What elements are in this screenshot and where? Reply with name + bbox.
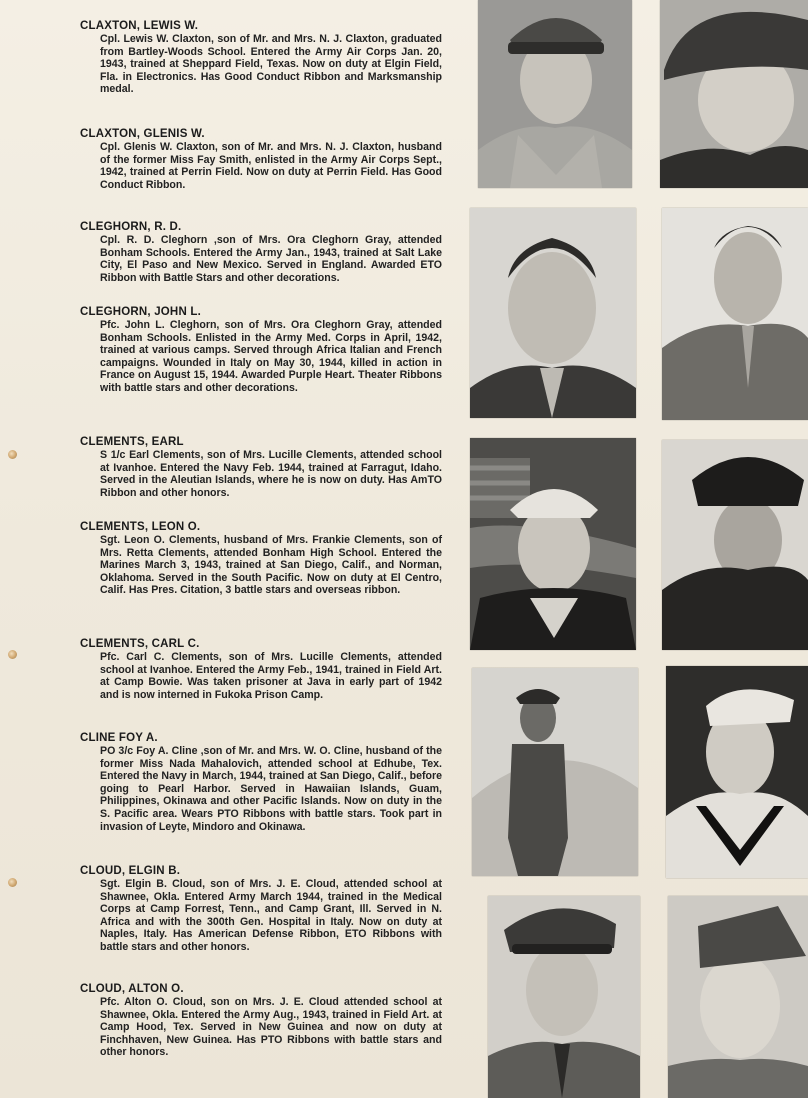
entry-bio: Cpl. R. D. Cleghorn ,son of Mrs. Ora Cleghorn Gray, attended Bonham Schools. Entered the Army Jan., 1943, trained at Salt Lake City, El Paso and New Mexico. Served in England. Awarded ETO Ribbon with Battle Stars and other decorations. <box>100 234 442 284</box>
entry-bio: PO 3/c Foy A. Cline ,son of Mr. and Mrs. W. O. Cline, husband of the former Miss Nada Mahalovich, attended school at Edhube, Tex. Entered the Navy in March, 1944, trained at San Diego, Calif., before going to Pearl Harbor. Served in Hawaiian Islands, Guam, Philippines, Okinawa and other Pacific Islands. Now on duty in the S. Pacific area. Wears PTO Ribbons with battle stars. Took part in invasion of Leyte, Mindoro and Okinawa. <box>100 745 442 833</box>
entry-bio: Sgt. Leon O. Clements, husband of Mrs. Frankie Clements, son of Mrs. Retta Clements, attended Bonham High School. Entered the Marines March 3, 1943, trained at San Diego, Calif., and Norman, Oklahoma. Served in the South Pacific. Now on duty at El Centro, Calif. Has Pres. Citation, 3 battle stars and overseas ribbon. <box>100 534 442 597</box>
entry-cline-foy <box>80 731 442 833</box>
portrait-photo-clements-leon <box>662 440 808 650</box>
entry-name: CLEGHORN, R. D. <box>80 221 182 233</box>
entry-name: CLEMENTS, LEON O. <box>80 521 201 533</box>
entry-claxton-glenis <box>80 127 442 191</box>
binder-hole-middle <box>8 650 17 659</box>
binder-hole-bottom <box>8 878 17 887</box>
entry-bio: Pfc. Carl C. Clements, son of Mrs. Lucille Clements, attended school at Ivanhoe. Entered the Army Feb., 1941, trained in Field Art. at Camp Bowie. Was taken prisoner at Java in early part of 1942 and is now interned in Fukoka Prison Camp. <box>100 651 442 701</box>
entry-bio: S 1/c Earl Clements, son of Mrs. Lucille Clements, attended school at Ivanhoe. Entered the Navy Feb. 1944, trained at Farragut, Idaho. Served in the Aleutian Islands, where he is now on duty. Has AmTO Ribbon and other honors. <box>100 449 442 499</box>
entry-cleghorn-rd <box>80 220 442 284</box>
entry-bio: Cpl. Glenis W. Claxton, son of Mr. and Mrs. N. J. Claxton, husband of the former Miss Fay Smith, enlisted in the Army Air Corps Sept., 1942, trained at Perrin Field. Now on duty at Perrin Field. Has Good Conduct Ribbon. <box>100 141 442 191</box>
entry-bio: Cpl. Lewis W. Claxton, son of Mr. and Mrs. N. J. Claxton, graduated from Bartley-Woods School. Entered the Army Air Corps Jan. 20, 1943, trained at Sheppard Field, Texas. Now on duty at Elgin Field, Fla. in Electronics. Has Good Conduct Ribbon and Marksmanship medal. <box>100 33 442 96</box>
entry-clements-carl <box>80 637 442 701</box>
entry-bio: Pfc. John L. Cleghorn, son of Mrs. Ora Cleghorn Gray, attended Bonham Schools. Enlisted in the Army Med. Corps in April, 1942, trained at various camps. Served through Africa Italian and French campaigns. Wounded in Italy on May 30, 1944, killed in action in France on August 15, 1944. Awarded Purple Heart. Theater Ribbons with battle stars and other decorations. <box>100 319 442 394</box>
entry-name: CLEMENTS, CARL C. <box>80 638 200 650</box>
portrait-photo-cloud-alton <box>668 896 808 1098</box>
portrait-photo-cline-foy <box>666 666 808 878</box>
portrait-photo-cleghorn-john <box>662 208 808 420</box>
entry-clements-leon <box>80 520 442 597</box>
portrait-photo-claxton-lewis <box>478 0 632 188</box>
entry-cleghorn-john <box>80 305 442 395</box>
entry-clements-earl <box>80 435 442 499</box>
entry-name: CLAXTON, GLENIS W. <box>80 128 205 140</box>
portrait-photo-clements-earl <box>470 438 636 650</box>
entry-name: CLAXTON, LEWIS W. <box>80 20 199 32</box>
entry-name: CLEGHORN, JOHN L. <box>80 306 201 318</box>
entry-name: CLOUD, ALTON O. <box>80 983 184 995</box>
entry-bio: Pfc. Alton O. Cloud, son on Mrs. J. E. Cloud attended school at Shawnee, Okla. Entered the Army Aug., 1943, trained in Field Art. at Camp Hood, Tex. Served in New Guinea and now on duty at Finchhaven, New Guinea. Has PTO Ribbons with battle stars and other honors. <box>100 996 442 1059</box>
entry-cloud-alton <box>80 982 442 1059</box>
entry-name: CLEMENTS, EARL <box>80 436 184 448</box>
portrait-photo-cloud-elgin <box>488 896 640 1098</box>
entry-cloud-elgin <box>80 864 442 954</box>
binder-hole-top <box>8 450 17 459</box>
entry-name: CLINE FOY A. <box>80 732 158 744</box>
entry-bio: Sgt. Elgin B. Cloud, son of Mrs. J. E. Cloud, attended school at Shawnee, Okla. Entered Army March 1944, trained in the Medical Corps at Camp Forrest, Tenn., and Camp Grant, Ill. Served in N. Africa and with the 300th Gen. Hospital in Italy. Now on duty at Naples, Italy. Has American Defense Ribbon, ETO Ribbons with battle stars and other honors. <box>100 878 442 953</box>
portrait-photo-cleghorn-rd <box>470 208 636 418</box>
portrait-photo-claxton-glenis <box>660 0 808 188</box>
portrait-photo-clements-carl <box>472 668 638 876</box>
entry-claxton-lewis <box>80 19 442 96</box>
entry-name: CLOUD, ELGIN B. <box>80 865 181 877</box>
